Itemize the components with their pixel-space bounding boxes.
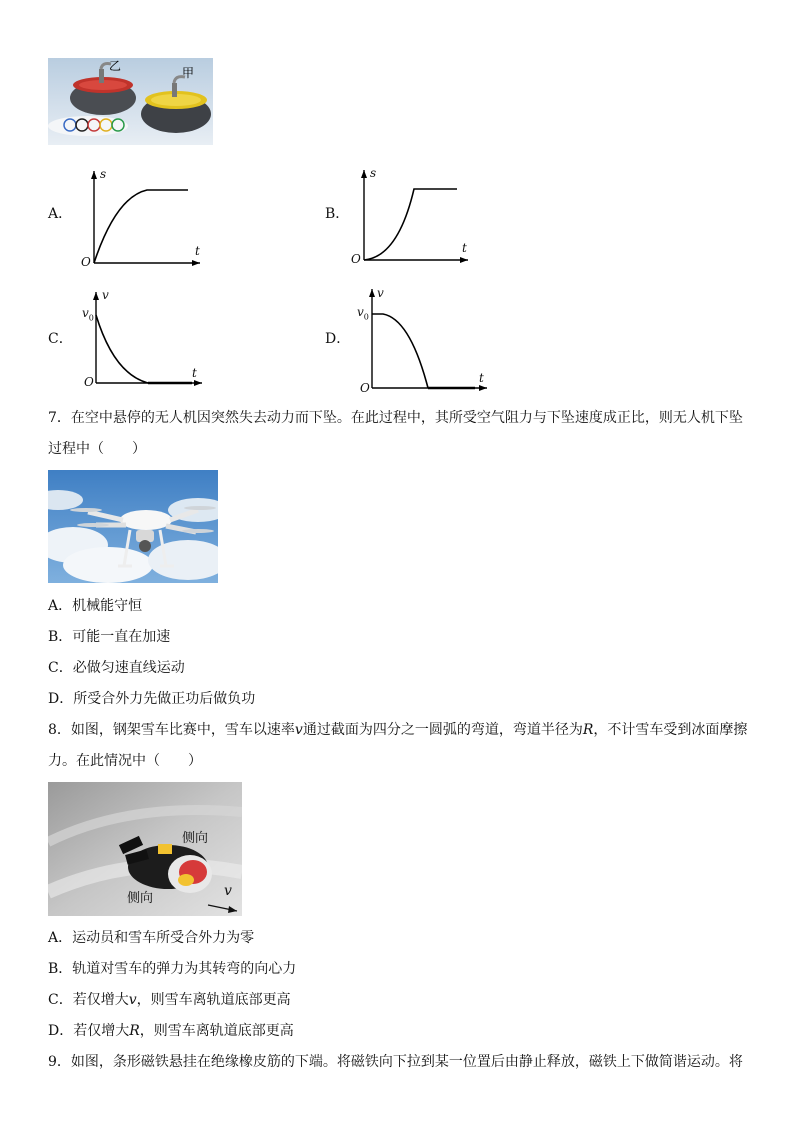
graph-b-y-label: s [370,166,377,180]
q7-option-c: C．必做匀速直线运动 [48,660,185,676]
q7-stem-line1: 7．在空中悬停的无人机因突然失去动力而下坠。在此过程中，其所受空气阻力与下坠速度成正比，则无人机下坠 [48,410,743,426]
graph-c-y-label: v [102,288,109,302]
sled-label-v: v [224,883,232,899]
q7-stem-line2: 过程中（ ） [48,441,146,457]
q8-stem-line1: 8．如图，钢架雪车比赛中，雪车以速率v通过截面为四分之一圆弧的弯道，弯道半径为R，不计雪车受到冰面摩擦 [48,722,748,738]
graph-d-v0-label: $v_0$ [357,305,369,322]
graph-a-origin: O [81,255,91,269]
sled-label-side-top: 侧向 [182,831,209,846]
q6-option-c-graph [80,288,210,393]
q6-option-a-graph [80,165,210,270]
graph-c-x-label: t [192,366,197,380]
q6-option-d-letter: D． [325,331,351,347]
q6-option-b-graph [350,165,475,270]
sled-label-side-bottom: 侧向 [127,891,154,906]
graph-a-x-label: t [195,244,200,258]
drone-photo [48,470,218,583]
q8-stem-line2: 力。在此情况中（ ） [48,753,202,769]
curling-label-yi: 乙 [109,59,122,73]
q7-option-d: D．所受合外力先做正功后做负功 [48,691,256,707]
q8-option-b: B．轨道对雪车的弹力为其转弯的向心力 [48,961,297,977]
graph-b-x-label: t [462,241,467,255]
q6-option-b-letter: B． [325,206,350,222]
q6-option-a-letter: A． [48,206,73,222]
graph-a-y-label: s [100,167,107,181]
graph-d-origin: O [360,381,370,395]
q8-option-a: A．运动员和雪车所受合外力为零 [48,930,255,946]
graph-c-v0-label: $v_0$ [82,306,94,323]
graph-d-y-label: v [377,286,384,300]
q6-option-d-graph [355,285,490,395]
graph-d-x-label: t [479,371,484,385]
skeleton-sled-photo [48,782,242,916]
curling-label-jia: 甲 [182,66,195,80]
curling-stones-photo [48,58,213,145]
graph-b-origin: O [351,252,361,266]
graph-c-origin: O [84,375,94,389]
q8-option-d: D．若仅增大R，则雪车离轨道底部更高 [48,1023,294,1039]
q9-stem-line1: 9．如图，条形磁铁悬挂在绝缘橡皮筋的下端。将磁铁向下拉到某一位置后由静止释放，磁铁上下做简谐运动。将 [48,1054,743,1070]
q7-option-b: B．可能一直在加速 [48,629,171,645]
q6-option-c-letter: C． [48,331,73,347]
q7-option-a: A．机械能守恒 [48,598,143,614]
q8-option-c: C．若仅增大v，则雪车离轨道底部更高 [48,992,291,1008]
